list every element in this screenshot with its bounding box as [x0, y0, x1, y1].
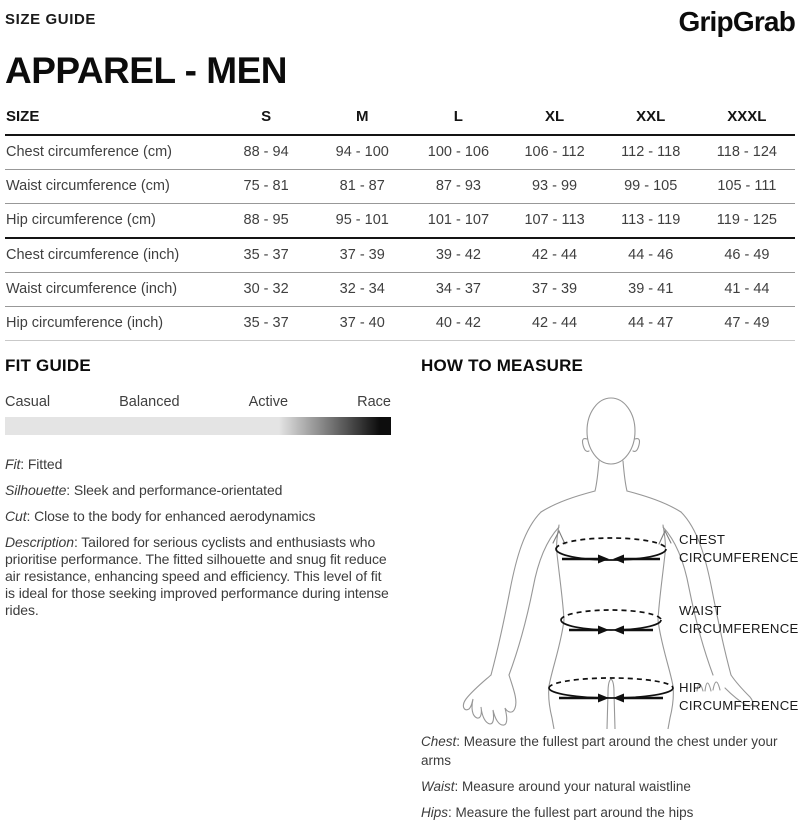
fit-scale-label-active: Active — [248, 393, 289, 410]
size-header-xxl: XXL — [603, 104, 699, 135]
fit-scale-label-race: Race — [357, 393, 391, 410]
size-value-cell: 81 - 87 — [339, 178, 385, 195]
fit-attribute-silhouette: Silhouette: Sleek and performance-orientated — [5, 481, 283, 498]
measure-instruction-label: Chest — [421, 733, 457, 749]
size-value-cell: 30 - 32 — [243, 281, 289, 298]
measure-instruction-waist: Waist: Measure around your natural waistline — [421, 778, 691, 794]
lower-columns — [5, 355, 799, 829]
hip-circumference-label-2: CIRCUMFERENCE — [679, 697, 799, 713]
size-value-cell: 44 - 47 — [628, 315, 674, 332]
row-label: Waist circumference (inch) — [6, 281, 178, 298]
size-value-cell: 88 - 95 — [243, 212, 289, 229]
size-table-body — [5, 135, 795, 341]
measure-instruction-label: Hips — [421, 804, 449, 820]
chest-circumference-label: CHEST — [679, 531, 726, 547]
brand-logo: GripGrab — [678, 6, 795, 37]
waist-circumference-label-2: CIRCUMFERENCE — [679, 620, 799, 636]
measure-instruction-chest: Chest: Measure the fullest part around the chest under your arms — [421, 733, 778, 768]
size-value-cell: 88 - 94 — [243, 144, 289, 161]
size-value-cell: 39 - 41 — [628, 281, 674, 298]
measure-instruction-hips: Hips: Measure the fullest part around the hips — [421, 804, 694, 820]
fit-scale-labels — [5, 394, 391, 410]
size-header-l: L — [410, 104, 506, 135]
size-value-cell: 113 - 119 — [621, 212, 681, 229]
fit-attribute-label: Cut — [5, 508, 27, 524]
size-header-xl: XL — [506, 104, 602, 135]
size-value-cell: 99 - 105 — [624, 178, 678, 195]
fit-scale-bar — [5, 417, 391, 435]
waist-circumference-label: WAIST — [679, 602, 722, 618]
how-to-measure-section — [421, 355, 799, 829]
size-value-cell: 35 - 37 — [243, 247, 289, 264]
table-row — [5, 238, 795, 273]
size-value-cell: 112 - 118 — [621, 144, 681, 161]
page-title: APPAREL - MEN — [5, 50, 287, 91]
size-value-cell: 118 - 124 — [716, 144, 777, 161]
size-value-cell: 44 - 46 — [628, 247, 674, 264]
fit-attributes — [5, 456, 391, 620]
chest-circumference-label-2: CIRCUMFERENCE — [679, 549, 799, 565]
size-value-cell: 119 - 125 — [716, 212, 777, 229]
size-value-cell: 47 - 49 — [724, 315, 770, 332]
row-label: Chest circumference (inch) — [6, 247, 180, 264]
size-value-cell: 34 - 37 — [435, 281, 481, 298]
size-value-cell: 32 - 34 — [339, 281, 385, 298]
fit-guide-section — [5, 356, 391, 829]
measure-instructions — [421, 733, 795, 823]
table-row — [5, 169, 795, 203]
size-column-header: SIZE — [5, 104, 218, 135]
page-kicker: SIZE GUIDE — [5, 11, 97, 28]
row-label: Hip circumference (cm) — [6, 212, 156, 229]
size-value-cell: 93 - 99 — [531, 178, 578, 195]
table-row — [5, 135, 795, 170]
row-label: Hip circumference (inch) — [6, 315, 164, 332]
size-value-cell: 94 - 100 — [335, 144, 389, 161]
chest-measure-line — [556, 538, 666, 564]
fit-attribute-label: Description — [5, 534, 74, 551]
top-bar — [5, 8, 795, 36]
size-value-cell: 95 - 101 — [335, 212, 389, 229]
size-value-cell: 100 - 106 — [427, 144, 490, 161]
hip-measure-line — [549, 678, 673, 703]
size-value-cell: 87 - 93 — [435, 178, 481, 195]
size-value-cell: 106 - 112 — [524, 144, 585, 161]
hip-circumference-label: HIP — [679, 679, 702, 695]
size-table — [5, 104, 795, 341]
measurement-diagram — [421, 391, 800, 729]
fit-attribute-label: Silhouette — [5, 481, 67, 498]
fit-scale-label-casual: Casual — [5, 393, 51, 410]
size-value-cell: 37 - 39 — [531, 281, 578, 298]
size-header-xxxl: XXXL — [699, 104, 795, 135]
size-value-cell: 35 - 37 — [243, 315, 289, 332]
size-value-cell: 39 - 42 — [435, 247, 481, 264]
fit-attribute-cut: Cut: Close to the body for enhanced aerodynamics — [5, 508, 316, 524]
table-row — [5, 306, 795, 340]
row-label: Chest circumference (cm) — [6, 144, 172, 161]
size-value-cell: 42 - 44 — [531, 247, 578, 264]
table-row — [5, 203, 795, 238]
size-value-cell: 75 - 81 — [243, 178, 289, 195]
fit-attribute-description: Description: Tailored for serious cyclists and enthusiasts who prioritise performance. The fitted silhouette and snug fit reduce air resistance, enhancing speed and efficiency. This level of fit is ideal for those seeking improved performance during intense rides. — [5, 534, 389, 619]
size-value-cell: 46 - 49 — [724, 247, 770, 264]
fit-attribute-label: Fit — [5, 455, 21, 472]
row-label: Waist circumference (cm) — [6, 178, 170, 195]
size-header-s: S — [218, 104, 314, 135]
size-table-header-row — [5, 104, 795, 135]
fit-attribute-fit: Fit: Fitted — [5, 455, 63, 472]
size-value-cell: 41 - 44 — [724, 281, 770, 298]
size-value-cell: 37 - 39 — [339, 247, 385, 264]
size-value-cell: 107 - 113 — [524, 212, 585, 229]
table-row — [5, 272, 795, 306]
size-value-cell: 37 - 40 — [339, 315, 385, 332]
waist-measure-line — [561, 610, 661, 634]
measure-instruction-label: Waist — [421, 778, 455, 794]
how-to-measure-heading: HOW TO MEASURE — [421, 355, 584, 375]
fit-guide-heading: FIT GUIDE — [5, 355, 91, 375]
size-value-cell: 42 - 44 — [531, 315, 578, 332]
size-value-cell: 101 - 107 — [427, 212, 490, 229]
size-header-m: M — [314, 104, 410, 135]
size-value-cell: 105 - 111 — [717, 178, 777, 195]
fit-scale-label-balanced: Balanced — [119, 393, 180, 410]
size-value-cell: 40 - 42 — [435, 315, 481, 332]
